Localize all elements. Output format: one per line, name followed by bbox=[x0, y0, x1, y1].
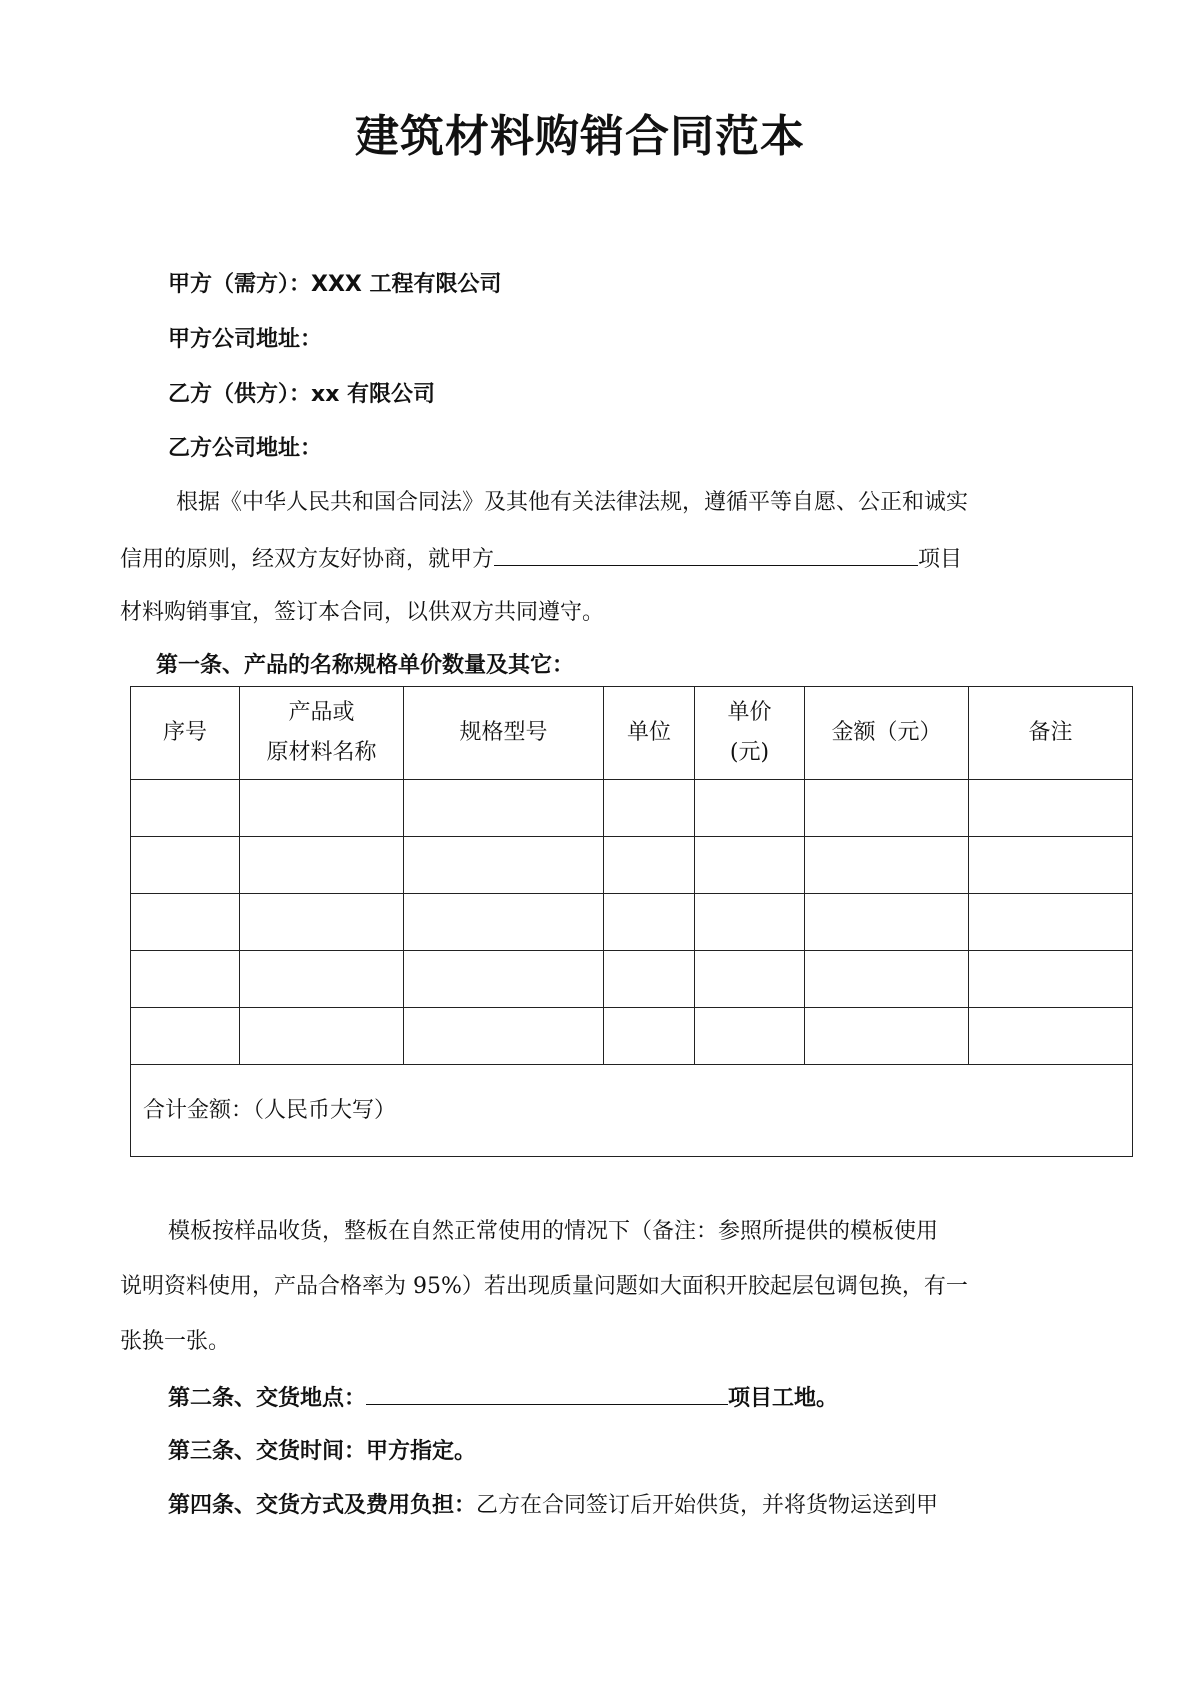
party-b: 乙方（供方）：xx 有限公司 bbox=[168, 382, 436, 407]
preamble-line-2 bbox=[120, 543, 962, 575]
header-name-line-2: 原材料名称 bbox=[266, 740, 377, 765]
article-2-suffix: 项目工地。 bbox=[728, 1386, 839, 1411]
header-name bbox=[240, 687, 404, 780]
table-cell[interactable] bbox=[695, 780, 805, 837]
article-4 bbox=[168, 1491, 938, 1521]
table-cell[interactable] bbox=[805, 1008, 969, 1065]
table-cell[interactable] bbox=[131, 894, 240, 951]
table-cell[interactable] bbox=[805, 837, 969, 894]
table-cell[interactable] bbox=[695, 837, 805, 894]
table-cell[interactable] bbox=[695, 951, 805, 1008]
table-cell[interactable] bbox=[969, 1008, 1133, 1065]
table-cell[interactable] bbox=[969, 894, 1133, 951]
project-name-blank bbox=[494, 543, 918, 566]
table-cell[interactable] bbox=[695, 1008, 805, 1065]
table-cell[interactable] bbox=[805, 894, 969, 951]
party-a-address: 甲方公司地址： bbox=[168, 327, 323, 352]
table-cell[interactable] bbox=[604, 951, 695, 1008]
table-cell[interactable] bbox=[240, 1008, 404, 1065]
table-cell[interactable] bbox=[604, 1008, 695, 1065]
table-cell[interactable] bbox=[404, 951, 604, 1008]
delivery-location-blank bbox=[366, 1382, 728, 1405]
table-header-row bbox=[131, 687, 1133, 780]
header-amount: 金额（元） bbox=[805, 687, 969, 780]
table-cell[interactable] bbox=[131, 837, 240, 894]
table-cell[interactable] bbox=[404, 894, 604, 951]
table-cell[interactable] bbox=[240, 894, 404, 951]
table-cell[interactable] bbox=[805, 780, 969, 837]
preamble-line-2-prefix: 信用的原则，经双方友好协商，就甲方 bbox=[120, 547, 495, 572]
table-cell[interactable] bbox=[604, 894, 695, 951]
header-unit: 单位 bbox=[604, 687, 695, 780]
header-name-line-1: 产品或 bbox=[288, 700, 355, 725]
table-row bbox=[131, 894, 1133, 951]
preamble-line-3: 材料购销事宜，签订本合同，以供双方共同遵守。 bbox=[120, 600, 605, 625]
article-4-text: 乙方在合同签订后开始供货，并将货物运送到甲 bbox=[476, 1493, 939, 1518]
table-cell[interactable] bbox=[969, 780, 1133, 837]
materials-table bbox=[130, 686, 1133, 1157]
header-price bbox=[695, 687, 805, 780]
party-a: 甲方（需方）：XXX 工程有限公司 bbox=[168, 272, 502, 297]
table-total-row bbox=[131, 1065, 1133, 1157]
table-row bbox=[131, 951, 1133, 1008]
table-cell[interactable] bbox=[240, 780, 404, 837]
table-cell[interactable] bbox=[131, 1008, 240, 1065]
total-amount-label[interactable]: 合计金额：（人民币大写） bbox=[131, 1065, 1133, 1157]
table-cell[interactable] bbox=[969, 951, 1133, 1008]
table-row bbox=[131, 780, 1133, 837]
article-3: 第三条、交货时间：甲方指定。 bbox=[168, 1439, 477, 1464]
note-line-1: 模板按样品收货，整板在自然正常使用的情况下（备注：参照所提供的模板使用 bbox=[168, 1219, 939, 1244]
table-row bbox=[131, 1008, 1133, 1065]
table-cell[interactable] bbox=[695, 894, 805, 951]
note-line-2: 说明资料使用，产品合格率为 95%）若出现质量问题如大面积开胶起层包调包换，有一 bbox=[120, 1274, 968, 1299]
table-cell[interactable] bbox=[404, 1008, 604, 1065]
preamble-line-2-suffix: 项目 bbox=[918, 547, 963, 572]
table-cell[interactable] bbox=[240, 837, 404, 894]
table-row bbox=[131, 837, 1133, 894]
table-cell[interactable] bbox=[805, 951, 969, 1008]
table-cell[interactable] bbox=[131, 780, 240, 837]
article-4-heading: 第四条、交货方式及费用负担： bbox=[168, 1493, 477, 1518]
preamble-line-1: 根据《中华人民共和国合同法》及其他有关法律法规，遵循平等自愿、公正和诚实 bbox=[176, 490, 969, 515]
table-cell[interactable] bbox=[604, 837, 695, 894]
table-cell[interactable] bbox=[604, 780, 695, 837]
table-cell[interactable] bbox=[404, 780, 604, 837]
party-b-address: 乙方公司地址： bbox=[168, 436, 323, 461]
header-spec: 规格型号 bbox=[404, 687, 604, 780]
article-2 bbox=[168, 1382, 838, 1414]
table-cell[interactable] bbox=[240, 951, 404, 1008]
note-line-3: 张换一张。 bbox=[120, 1329, 231, 1354]
table-cell[interactable] bbox=[404, 837, 604, 894]
header-remark: 备注 bbox=[969, 687, 1133, 780]
header-no: 序号 bbox=[131, 687, 240, 780]
article-2-prefix: 第二条、交货地点： bbox=[168, 1386, 367, 1411]
table-cell[interactable] bbox=[969, 837, 1133, 894]
document-title: 建筑材料购销合同范本 bbox=[355, 111, 805, 162]
header-price-line-2: (元) bbox=[729, 740, 770, 765]
table-cell[interactable] bbox=[131, 951, 240, 1008]
header-price-line-1: 单价 bbox=[727, 700, 772, 725]
article-1-heading: 第一条、产品的名称规格单价数量及其它： bbox=[156, 653, 575, 678]
